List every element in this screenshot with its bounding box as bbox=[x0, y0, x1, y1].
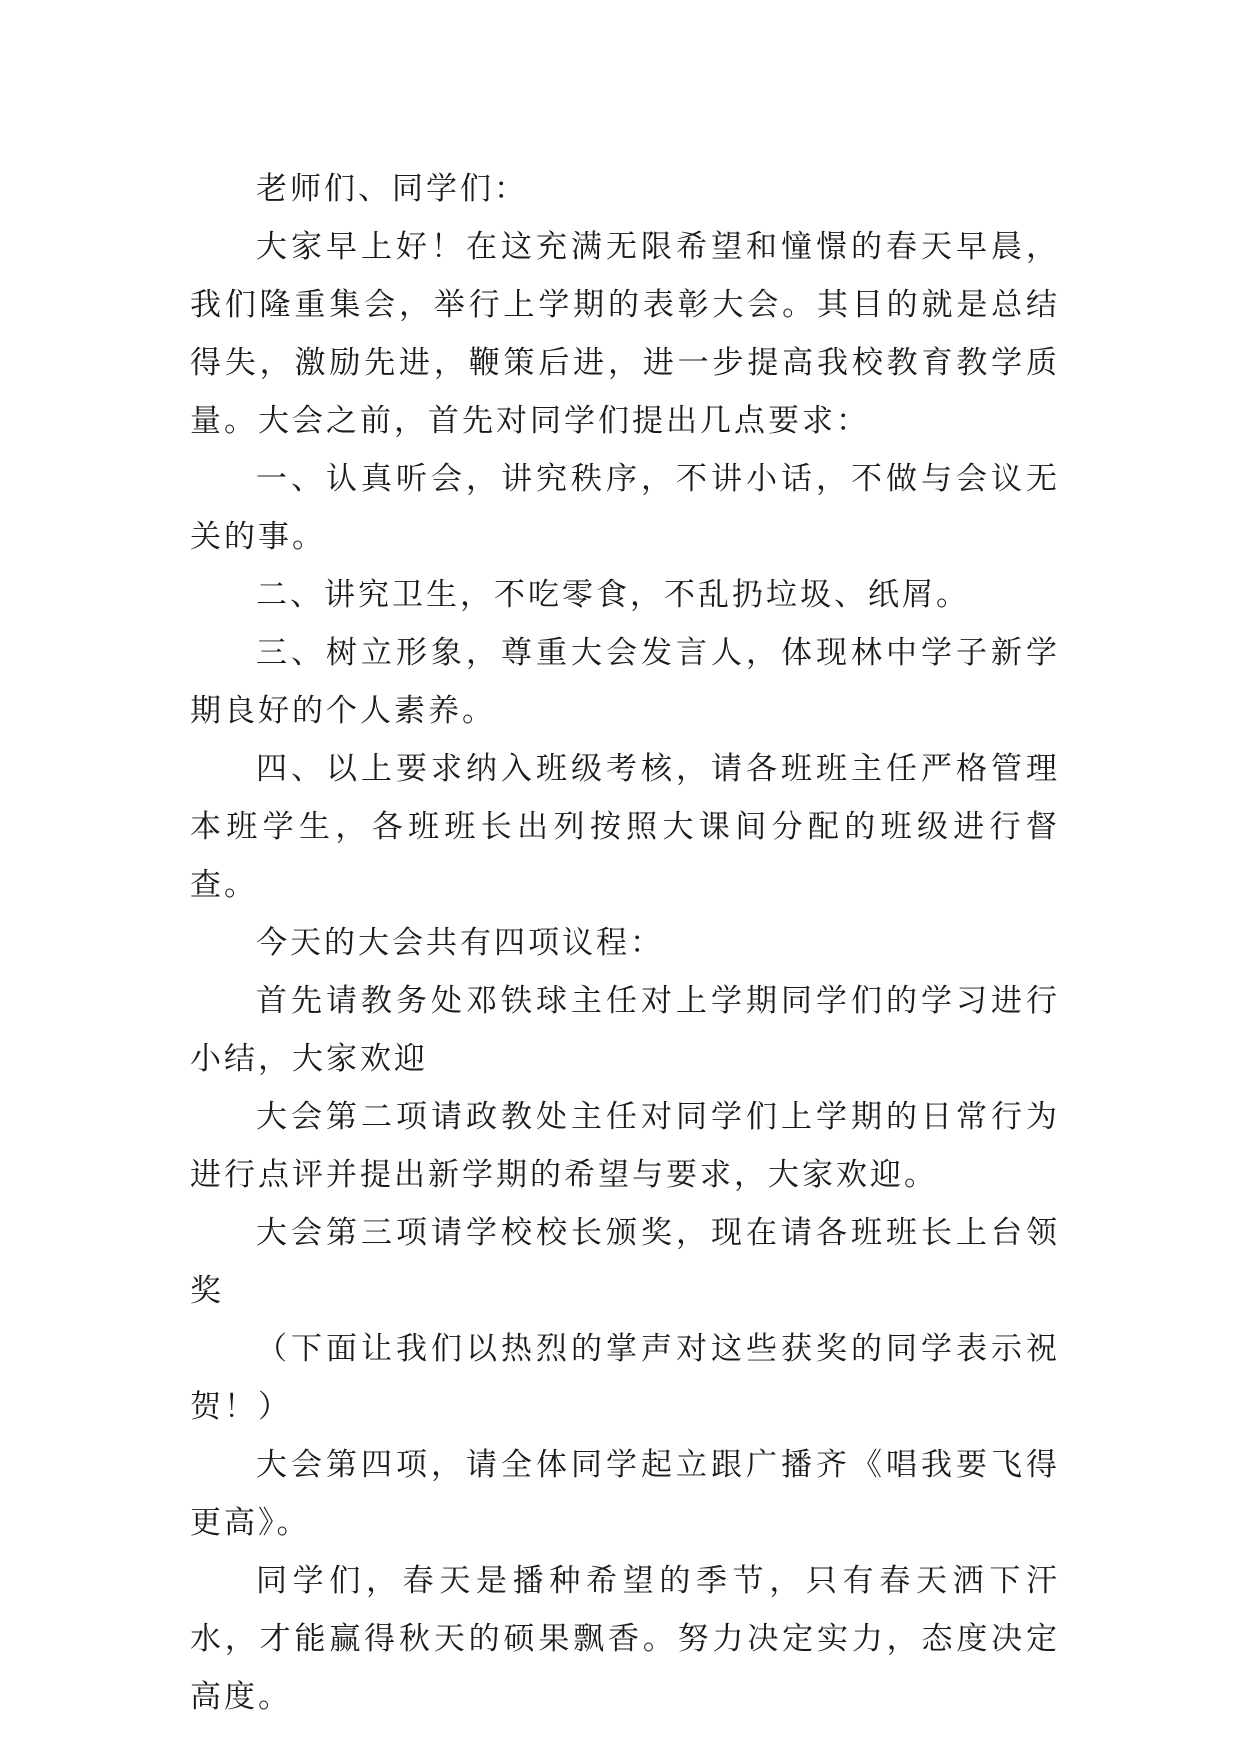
requirement-1-paragraph: 一、认真听会，讲究秩序，不讲小话，不做与会议无关的事。 bbox=[190, 461, 1060, 555]
agenda-item-1-paragraph: 首先请教务处邓铁球主任对上学期同学们的学习进行小结，大家欢迎 bbox=[190, 983, 1060, 1077]
requirement-4-paragraph: 四、以上要求纳入班级考核，请各班班主任严格管理本班学生，各班班长出列按照大课间分配的班级进行督查。 bbox=[190, 751, 1060, 903]
agenda-item-4-paragraph: 大会第四项，请全体同学起立跟广播齐《唱我要飞得更高》。 bbox=[190, 1447, 1060, 1541]
greeting-paragraph: 老师们、同学们： bbox=[256, 171, 528, 207]
requirement-3-paragraph: 三、树立形象，尊重大会发言人，体现林中学子新学期良好的个人素养。 bbox=[190, 635, 1060, 729]
intro-paragraph: 大家早上好！在这充满无限希望和憧憬的春天早晨，我们隆重集会，举行上学期的表彰大会。其目的就是总结得失，激励先进，鞭策后进，进一步提高我校教育教学质量。大会之前，首先对同学们提出几点要求： bbox=[190, 229, 1060, 439]
applause-paragraph: （下面让我们以热烈的掌声对这些获奖的同学表示祝贺！） bbox=[190, 1331, 1060, 1425]
requirement-2-paragraph: 二、讲究卫生，不吃零食，不乱扔垃圾、纸屑。 bbox=[256, 577, 970, 613]
document-body bbox=[190, 160, 1060, 1726]
agenda-item-3-paragraph: 大会第三项请学校校长颁奖，现在请各班班长上台领奖 bbox=[190, 1215, 1060, 1309]
closing-paragraph: 同学们，春天是播种希望的季节，只有春天洒下汗水，才能赢得秋天的硕果飘香。努力决定实力，态度决定高度。 bbox=[190, 1563, 1060, 1715]
agenda-intro-paragraph: 今天的大会共有四项议程： bbox=[256, 925, 664, 961]
agenda-item-2-paragraph: 大会第二项请政教处主任对同学们上学期的日常行为进行点评并提出新学期的希望与要求，大家欢迎。 bbox=[190, 1099, 1060, 1193]
